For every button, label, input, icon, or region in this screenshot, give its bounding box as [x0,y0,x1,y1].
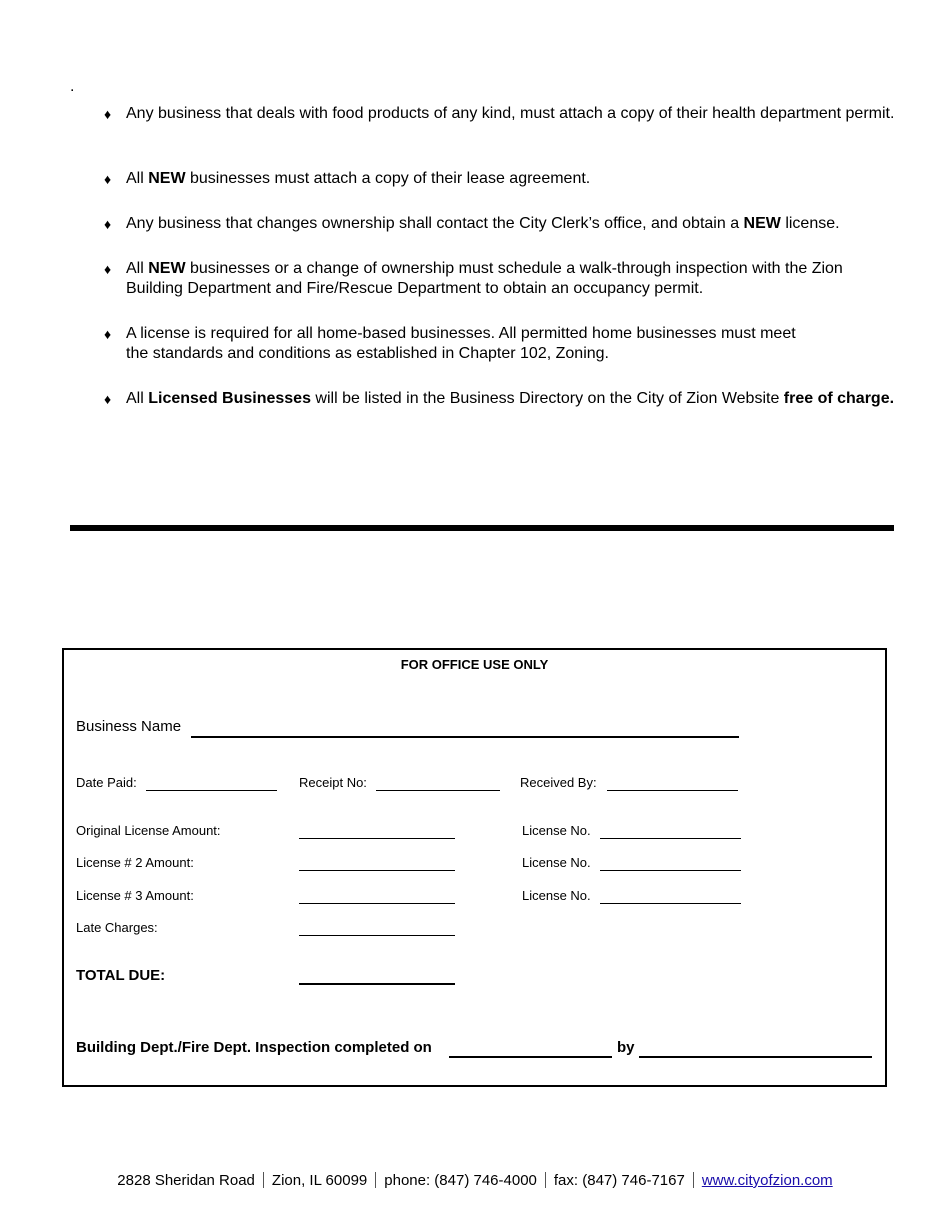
bullet-text-run: Any business that changes ownership shall contact the City Clerk’s office, and obtain a [126,215,744,232]
license-2-amount-field[interactable] [299,870,455,871]
bullet-emphasis: NEW [148,170,186,187]
diamond-bullet-icon: ♦ [104,391,112,407]
bullet-text [126,214,904,234]
received-by-field[interactable] [607,790,738,791]
date-paid-label: Date Paid: [76,775,137,790]
footer-separator [693,1172,694,1188]
bullet-text-run: businesses must attach a copy of their lease agreement. [185,170,591,187]
license-no-label: License No. [522,823,591,838]
bullet-text-run: All [126,170,149,187]
footer-phone: phone: (847) 746-4000 [384,1172,537,1189]
late-charges-field[interactable] [299,935,455,936]
bullet-text-run: A license is required for all home-based businesses. All permitted home businesses must meet the standards and conditions as established in Chapter 102, Zoning. [126,325,796,362]
list-item [104,214,904,234]
inspection-date-field[interactable] [449,1056,612,1058]
license-no-field[interactable] [600,870,741,871]
bullet-text [126,169,904,189]
list-item [104,169,904,189]
license-no-field[interactable] [600,838,741,839]
footer-address: 2828 Sheridan Road [117,1172,255,1189]
bullet-text-run: All [126,260,149,277]
list-item [104,104,904,124]
diamond-bullet-icon: ♦ [104,216,112,232]
total-due-label: TOTAL DUE: [76,967,166,984]
license-2-amount-label: License # 2 Amount: [76,855,194,870]
license-3-amount-label: License # 3 Amount: [76,888,194,903]
bullet-text-run: businesses or a change of ownership must schedule a walk-through inspection with the Zion Building Department and Fire/Rescue Department to obtain an occupancy permit. [126,260,843,297]
license-no-field[interactable] [600,903,741,904]
bullet-emphasis: NEW [743,215,781,232]
license-3-amount-field[interactable] [299,903,455,904]
bullet-text-run: will be listed in the Business Directory on the City of Zion Website [310,390,784,407]
business-name-field[interactable] [191,736,739,738]
footer-separator [545,1172,546,1188]
bullet-text [126,389,904,409]
top-mark: . [70,78,75,95]
footer-separator [263,1172,264,1188]
late-charges-label: Late Charges: [76,920,158,935]
list-item [104,389,904,409]
bullet-text [126,324,816,364]
office-use-title: FOR OFFICE USE ONLY [400,657,549,672]
receipt-no-field[interactable] [376,790,500,791]
license-no-label: License No. [522,855,591,870]
diamond-bullet-icon: ♦ [104,261,112,277]
footer-fax: fax: (847) 746-7167 [553,1172,685,1189]
date-paid-field[interactable] [146,790,277,791]
list-item [104,324,904,364]
bullet-emphasis: free of charge. [783,390,895,407]
office-use-box [62,648,887,1087]
bullet-text [126,259,904,299]
inspection-by-field[interactable] [639,1056,872,1058]
bullet-text-run: Any business that deals with food products of any kind, must attach a copy of their health department permit. [126,105,895,122]
inspection-label: Building Dept./Fire Dept. Inspection completed on [76,1039,432,1056]
bullet-text-run: All [126,390,149,407]
inspection-by-label: by [617,1039,635,1056]
website-link[interactable]: www.cityofzion.com [701,1172,833,1189]
diamond-bullet-icon: ♦ [104,326,112,342]
bullet-text-run: license. [780,215,840,232]
list-item [104,259,904,299]
bullet-text [126,104,904,124]
section-divider [70,525,894,531]
footer-separator [375,1172,376,1188]
diamond-bullet-icon: ♦ [104,171,112,187]
diamond-bullet-icon: ♦ [104,106,112,122]
business-name-label: Business Name [76,718,182,735]
bullet-emphasis: Licensed Businesses [148,390,311,407]
total-due-field[interactable] [299,983,455,985]
footer-city: Zion, IL 60099 [271,1172,368,1189]
bullet-emphasis: NEW [148,260,186,277]
original-license-amount-label: Original License Amount: [76,823,221,838]
license-no-label: License No. [522,888,591,903]
receipt-no-label: Receipt No: [299,775,367,790]
original-license-amount-field[interactable] [299,838,455,839]
footer [0,1172,950,1189]
received-by-label: Received By: [520,775,597,790]
